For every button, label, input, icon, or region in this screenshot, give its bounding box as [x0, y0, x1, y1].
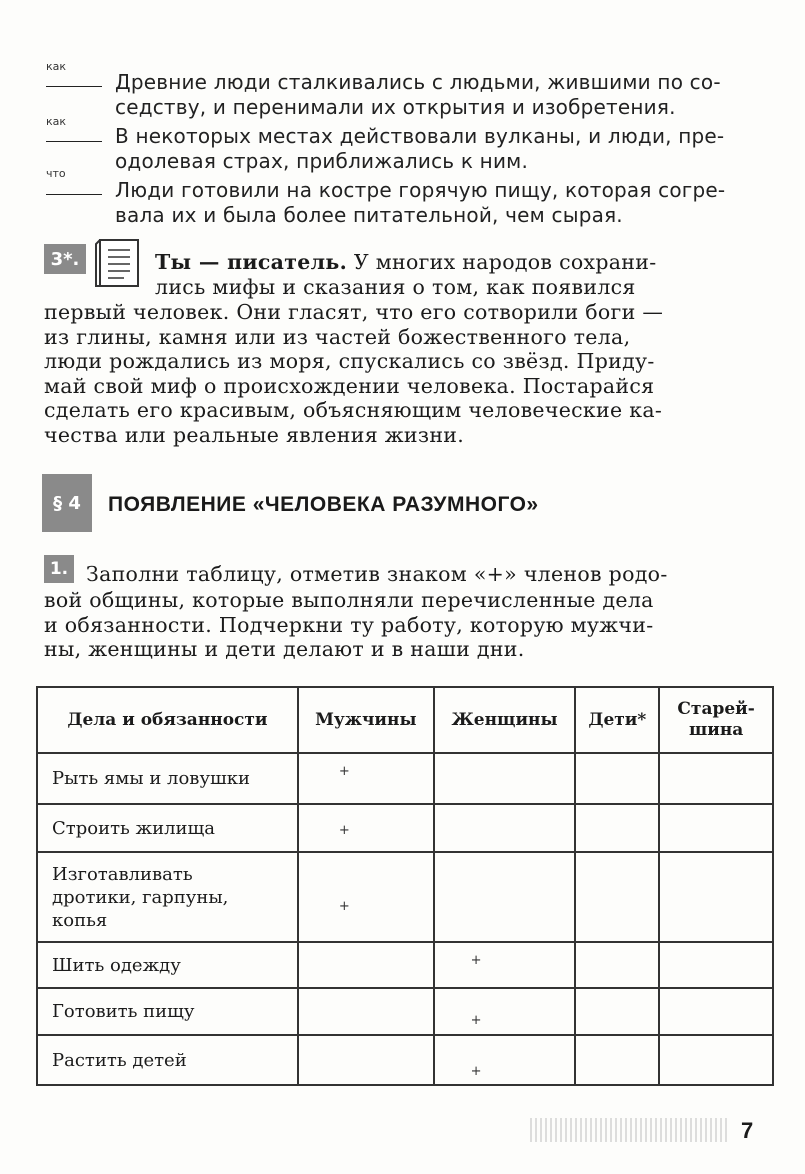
section-badge: § 4: [42, 474, 92, 532]
table-row: [37, 852, 773, 942]
mark-cell-women[interactable]: [434, 753, 576, 804]
mark-cell-men[interactable]: [298, 1035, 434, 1085]
duty-cell: Строить жилища: [37, 804, 298, 852]
mark-cell-men[interactable]: +: [298, 804, 434, 852]
mark-cell-elder[interactable]: [659, 753, 773, 804]
task-3-badge: 3*.: [44, 244, 86, 274]
col-header-elder: Старей- шина: [659, 687, 773, 753]
duty-cell: Шить одежду: [37, 942, 298, 988]
mark-cell-women[interactable]: [434, 804, 576, 852]
task-1-badge: 1.: [44, 555, 74, 583]
task-1-paragraph: вой общины, которые выполняли перечисленные дела и обязанности. Подчеркни ту работу, которую мужчи- ны, женщины и дети делают и в наши дни.: [44, 588, 654, 661]
mark-cell-children[interactable]: [575, 804, 659, 852]
exercise-item-1: Древние люди сталкивались с людьми, жившими по со- седству, и перенимали их открытия и изобретения.: [115, 70, 721, 119]
handwritten-answer-2: как: [46, 115, 67, 128]
section-title: ПОЯВЛЕНИЕ «ЧЕЛОВЕКА РАЗУМНОГО»: [108, 493, 539, 516]
task-1-line-1: Заполни таблицу, отметив знаком «+» членов родо-: [86, 562, 668, 586]
mark-cell-elder[interactable]: [659, 988, 773, 1035]
mark-cell-children[interactable]: [575, 1035, 659, 1085]
document-icon: [94, 238, 146, 294]
mark-cell-women[interactable]: +: [434, 988, 576, 1035]
table-row: [37, 753, 773, 804]
answer-blank-2[interactable]: [46, 141, 102, 142]
exercise-item-2: В некоторых местах действовали вулканы, и люди, пре- одолевая страх, приближались к ним.: [115, 124, 725, 173]
mark-cell-elder[interactable]: [659, 852, 773, 942]
mark-cell-elder[interactable]: [659, 942, 773, 988]
col-header-women: Женщины: [434, 687, 576, 753]
task-3-paragraph: первый человек. Они гласят, что его сотворили боги — из глины, камня или из частей божественного тела, люди рождались из моря, спускались со звёзд. Приду- май свой миф о происхождении человека. Постарайся сделать его красивым, объясняющим человеческие ка- чества или реальные явления жизни.: [44, 300, 664, 447]
mark-cell-men[interactable]: [298, 942, 434, 988]
task-3-line-2: лись мифы и сказания о том, как появился: [155, 275, 636, 299]
task-3-lead: Ты — писатель.: [155, 250, 348, 274]
answer-blank-1[interactable]: [46, 86, 102, 87]
duty-cell: Изготавливать дротики, гарпуны, копья: [37, 852, 298, 942]
col-header-men: Мужчины: [298, 687, 434, 753]
table-row: [37, 942, 773, 988]
mark-cell-women[interactable]: +: [434, 1035, 576, 1085]
mark-cell-elder[interactable]: [659, 1035, 773, 1085]
handwritten-answer-1: как: [46, 60, 67, 73]
duties-table: [36, 686, 774, 1086]
duty-cell: Готовить пищу: [37, 988, 298, 1035]
duty-cell: Растить детей: [37, 1035, 298, 1085]
table-row: [37, 1035, 773, 1085]
col-header-children: Дети*: [575, 687, 659, 753]
table-row: [37, 988, 773, 1035]
mark-cell-children[interactable]: [575, 753, 659, 804]
handwritten-answer-3: что: [46, 167, 66, 180]
col-header-duties: Дела и обязанности: [37, 687, 298, 753]
page-number: 7: [741, 1118, 754, 1143]
table-row: [37, 804, 773, 852]
duty-cell: Рыть ямы и ловушки: [37, 753, 298, 804]
answer-blank-3[interactable]: [46, 194, 102, 195]
mark-cell-children[interactable]: [575, 942, 659, 988]
mark-cell-elder[interactable]: [659, 804, 773, 852]
footer-decoration: [530, 1118, 730, 1142]
table-header-row: [37, 687, 773, 753]
task-3-first-line: Ты — писатель. У многих народов сохрани-: [155, 250, 657, 274]
exercise-item-3: Люди готовили на костре горячую пищу, которая согре- вала их и была более питательной, чем сырая.: [115, 178, 726, 227]
mark-cell-children[interactable]: [575, 988, 659, 1035]
mark-cell-men[interactable]: +: [298, 753, 434, 804]
mark-cell-men[interactable]: [298, 988, 434, 1035]
mark-cell-children[interactable]: [575, 852, 659, 942]
mark-cell-men[interactable]: +: [298, 852, 434, 942]
mark-cell-women[interactable]: +: [434, 942, 576, 988]
mark-cell-women[interactable]: [434, 852, 576, 942]
